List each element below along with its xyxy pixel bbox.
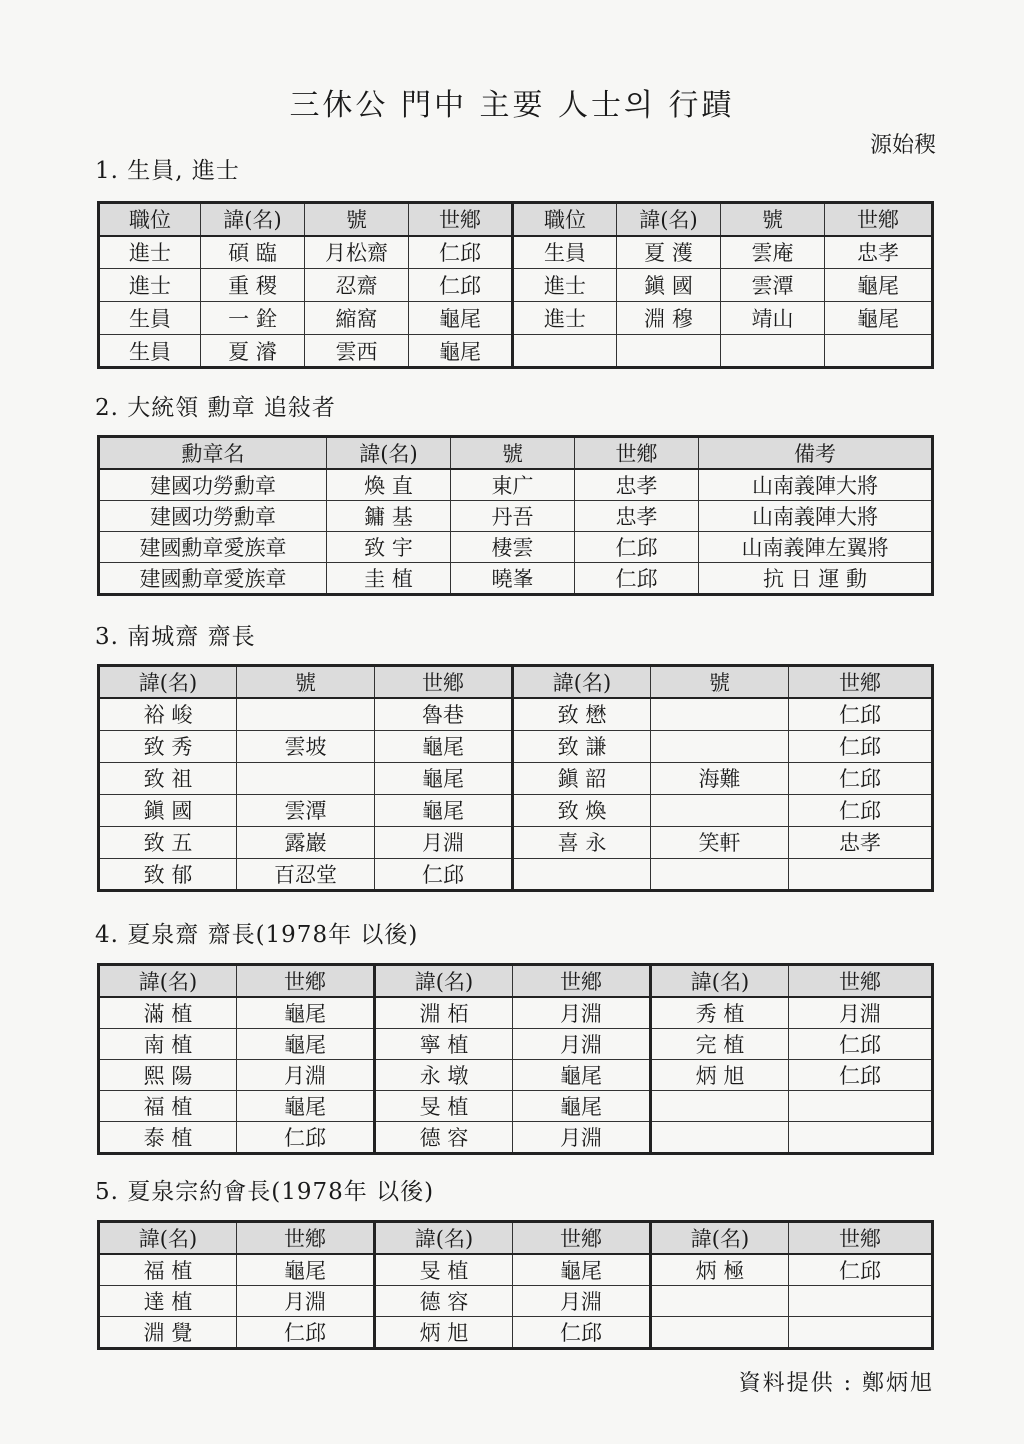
table-cell: 建國勳章愛族章 <box>99 563 327 595</box>
table-cell: 仁邱 <box>789 1029 933 1060</box>
header-cell: 號 <box>451 437 575 470</box>
table-cell: 雲庵 <box>721 236 825 269</box>
table-cell: 笑軒 <box>651 826 789 858</box>
table-cell: 忠孝 <box>789 826 933 858</box>
table-cell: 重 稷 <box>201 269 305 302</box>
section-2-table <box>97 435 934 596</box>
table-cell: 龜尾 <box>409 302 513 335</box>
table-cell: 碩 臨 <box>201 236 305 269</box>
table-row <box>99 1286 933 1317</box>
page-title: 三休公 門中 主要 人士의 行蹟 <box>289 88 735 123</box>
table-cell: 德 容 <box>375 1122 513 1154</box>
table-cell <box>789 1091 933 1122</box>
header-cell: 諱(名) <box>375 965 513 998</box>
table-cell: 丹吾 <box>451 501 575 532</box>
table-header-row <box>99 1222 933 1255</box>
table-cell: 淵 穆 <box>617 302 721 335</box>
table-cell: 生員 <box>99 302 201 335</box>
table-cell: 鎭 韶 <box>513 762 651 794</box>
table-cell: 龜尾 <box>237 997 375 1029</box>
table-cell: 鎭 國 <box>617 269 721 302</box>
table-cell <box>721 335 825 368</box>
table-cell: 完 植 <box>651 1029 789 1060</box>
header-cell: 號 <box>305 203 409 236</box>
header-cell: 諱(名) <box>99 1222 237 1255</box>
table-cell: 夏 濬 <box>201 335 305 368</box>
table-cell: 達 植 <box>99 1286 237 1317</box>
author-name: 源始稧 <box>869 133 936 158</box>
table-cell <box>789 858 933 890</box>
table-cell: 仁邱 <box>789 794 933 826</box>
table-cell: 仁邱 <box>575 563 699 595</box>
table-cell: 仁邱 <box>513 1317 651 1349</box>
table-cell: 雲潭 <box>237 794 375 826</box>
header-cell: 世鄕 <box>513 965 651 998</box>
header-cell: 號 <box>721 203 825 236</box>
table-header-row <box>99 666 933 699</box>
table-cell: 永 墩 <box>375 1060 513 1091</box>
table-cell: 生員 <box>99 335 201 368</box>
table-cell <box>237 698 375 730</box>
table-cell <box>789 1122 933 1154</box>
section-3-heading: 3. 南城齋 齋長 <box>95 624 256 650</box>
table-cell: 月淵 <box>789 997 933 1029</box>
table-cell: 致 宇 <box>327 532 451 563</box>
table-cell <box>513 335 617 368</box>
table-cell: 露巖 <box>237 826 375 858</box>
table-cell: 龜尾 <box>237 1254 375 1286</box>
table-cell: 龜尾 <box>513 1091 651 1122</box>
table-cell: 棲雲 <box>451 532 575 563</box>
table-cell: 仁邱 <box>789 1254 933 1286</box>
section-4-heading: 4. 夏泉齋 齋長(1978年 以後) <box>95 922 419 948</box>
table-cell: 致 五 <box>99 826 237 858</box>
header-cell: 世鄕 <box>789 1222 933 1255</box>
table-cell: 雲西 <box>305 335 409 368</box>
table-cell: 仁邱 <box>789 1060 933 1091</box>
table-cell: 鏞 基 <box>327 501 451 532</box>
table-cell: 忠孝 <box>575 501 699 532</box>
header-cell: 諱(名) <box>327 437 451 470</box>
header-cell: 諱(名) <box>617 203 721 236</box>
table-cell: 一 銓 <box>201 302 305 335</box>
table-cell <box>651 1317 789 1349</box>
table-cell <box>651 858 789 890</box>
table-cell <box>651 794 789 826</box>
section-1-heading: 1. 生員, 進士 <box>95 158 240 184</box>
table-cell <box>237 762 375 794</box>
table-cell: 仁邱 <box>575 532 699 563</box>
table-cell: 仁邱 <box>375 858 513 890</box>
table-row <box>99 501 933 532</box>
table-cell: 炳 旭 <box>651 1060 789 1091</box>
table-row <box>99 1254 933 1286</box>
section-1-table <box>97 201 934 369</box>
table-cell: 秀 植 <box>651 997 789 1029</box>
table-cell: 東广 <box>451 469 575 501</box>
table-cell: 建國功勞勳章 <box>99 501 327 532</box>
table-row <box>99 730 933 762</box>
header-cell: 號 <box>237 666 375 699</box>
table-cell: 忠孝 <box>825 236 933 269</box>
table-cell: 熙 陽 <box>99 1060 237 1091</box>
table-cell: 縮窩 <box>305 302 409 335</box>
table-header-row <box>99 965 933 998</box>
table-cell: 月淵 <box>237 1060 375 1091</box>
table-cell: 旻 植 <box>375 1254 513 1286</box>
header-cell: 號 <box>651 666 789 699</box>
table-cell: 月淵 <box>237 1286 375 1317</box>
table-cell: 忍齋 <box>305 269 409 302</box>
table-cell: 仁邱 <box>237 1122 375 1154</box>
table-cell: 致 謙 <box>513 730 651 762</box>
table-cell: 龜尾 <box>513 1060 651 1091</box>
table-cell: 南 植 <box>99 1029 237 1060</box>
table-cell: 仁邱 <box>789 698 933 730</box>
table-cell: 龜尾 <box>237 1029 375 1060</box>
section-5-heading: 5. 夏泉宗約會長(1978年 以後) <box>95 1179 435 1205</box>
header-cell: 世鄕 <box>825 203 933 236</box>
header-cell: 職位 <box>99 203 201 236</box>
table-row <box>99 1122 933 1154</box>
table-cell: 龜尾 <box>375 762 513 794</box>
table-row <box>99 762 933 794</box>
table-cell: 煥 直 <box>327 469 451 501</box>
table-cell: 山南義陣大將 <box>699 469 933 501</box>
table-cell: 夏 濩 <box>617 236 721 269</box>
table-cell: 淵 栢 <box>375 997 513 1029</box>
table-cell: 滿 植 <box>99 997 237 1029</box>
header-cell: 諱(名) <box>651 1222 789 1255</box>
table-row <box>99 269 933 302</box>
table-cell: 旻 植 <box>375 1091 513 1122</box>
table-row <box>99 563 933 595</box>
header-cell: 職位 <box>513 203 617 236</box>
table-cell: 致 懋 <box>513 698 651 730</box>
table-cell: 雲潭 <box>721 269 825 302</box>
header-cell: 世鄕 <box>237 1222 375 1255</box>
table-cell: 龜尾 <box>237 1091 375 1122</box>
header-cell: 備考 <box>699 437 933 470</box>
header-cell: 世鄕 <box>789 965 933 998</box>
table-row <box>99 302 933 335</box>
table-cell <box>825 335 933 368</box>
table-cell: 龜尾 <box>375 730 513 762</box>
table-cell: 德 容 <box>375 1286 513 1317</box>
header-cell: 諱(名) <box>99 965 237 998</box>
section-2-heading: 2. 大統領 勳章 追敍者 <box>95 395 336 421</box>
table-cell: 生員 <box>513 236 617 269</box>
source-credit: 資料提供 : 鄭炳旭 <box>738 1371 934 1396</box>
table-row <box>99 469 933 501</box>
header-cell: 世鄕 <box>375 666 513 699</box>
table-cell: 月松齋 <box>305 236 409 269</box>
table-cell <box>513 858 651 890</box>
table-cell: 仁邱 <box>237 1317 375 1349</box>
table-cell <box>617 335 721 368</box>
table-cell <box>789 1286 933 1317</box>
table-cell: 建國功勞勳章 <box>99 469 327 501</box>
table-cell: 鎭 國 <box>99 794 237 826</box>
table-cell: 仁邱 <box>409 269 513 302</box>
table-cell: 雲坡 <box>237 730 375 762</box>
table-header-row <box>99 437 933 470</box>
table-row <box>99 335 933 368</box>
table-cell: 月淵 <box>375 826 513 858</box>
table-cell: 百忍堂 <box>237 858 375 890</box>
table-cell: 致 秀 <box>99 730 237 762</box>
table-cell: 致 祖 <box>99 762 237 794</box>
table-cell: 福 植 <box>99 1091 237 1122</box>
table-cell: 山南義陣大將 <box>699 501 933 532</box>
table-cell: 致 郁 <box>99 858 237 890</box>
header-cell: 諱(名) <box>651 965 789 998</box>
table-cell: 龜尾 <box>375 794 513 826</box>
table-cell: 龜尾 <box>825 302 933 335</box>
table-cell: 裕 峻 <box>99 698 237 730</box>
table-cell: 龜尾 <box>513 1254 651 1286</box>
table-cell: 寧 植 <box>375 1029 513 1060</box>
table-row <box>99 236 933 269</box>
header-cell: 諱(名) <box>99 666 237 699</box>
header-cell: 世鄕 <box>575 437 699 470</box>
table-cell: 忠孝 <box>575 469 699 501</box>
header-cell: 世鄕 <box>409 203 513 236</box>
table-cell: 炳 極 <box>651 1254 789 1286</box>
table-cell: 山南義陣左翼將 <box>699 532 933 563</box>
table-row <box>99 1317 933 1349</box>
table-cell: 抗 日 運 動 <box>699 563 933 595</box>
table-cell: 月淵 <box>513 1122 651 1154</box>
table-cell: 月淵 <box>513 1286 651 1317</box>
table-cell: 魯巷 <box>375 698 513 730</box>
table-row <box>99 794 933 826</box>
section-3-table <box>97 664 934 892</box>
table-row <box>99 858 933 890</box>
table-cell <box>651 1122 789 1154</box>
table-cell <box>651 1091 789 1122</box>
table-cell: 建國勳章愛族章 <box>99 532 327 563</box>
table-cell: 進士 <box>513 302 617 335</box>
table-cell: 仁邱 <box>409 236 513 269</box>
header-cell: 世鄕 <box>237 965 375 998</box>
header-cell: 勳章名 <box>99 437 327 470</box>
header-cell: 世鄕 <box>789 666 933 699</box>
table-cell: 淵 覺 <box>99 1317 237 1349</box>
table-cell: 海難 <box>651 762 789 794</box>
table-header-row <box>99 203 933 236</box>
header-cell: 諱(名) <box>513 666 651 699</box>
table-cell: 炳 旭 <box>375 1317 513 1349</box>
table-row <box>99 1060 933 1091</box>
table-cell: 福 植 <box>99 1254 237 1286</box>
header-cell: 諱(名) <box>375 1222 513 1255</box>
table-cell <box>789 1317 933 1349</box>
table-cell: 龜尾 <box>409 335 513 368</box>
table-cell <box>651 730 789 762</box>
table-row <box>99 1029 933 1060</box>
section-4-table <box>97 963 934 1155</box>
section-5-table <box>97 1220 934 1350</box>
table-cell: 月淵 <box>513 997 651 1029</box>
table-cell <box>651 698 789 730</box>
table-cell: 進士 <box>99 236 201 269</box>
table-cell: 靖山 <box>721 302 825 335</box>
table-cell: 仁邱 <box>789 730 933 762</box>
table-cell: 進士 <box>513 269 617 302</box>
table-cell: 致 煥 <box>513 794 651 826</box>
table-row <box>99 997 933 1029</box>
table-cell: 圭 植 <box>327 563 451 595</box>
table-cell: 喜 永 <box>513 826 651 858</box>
table-cell: 曉峯 <box>451 563 575 595</box>
table-row <box>99 1091 933 1122</box>
table-cell: 仁邱 <box>789 762 933 794</box>
table-row <box>99 698 933 730</box>
table-cell <box>651 1286 789 1317</box>
header-cell: 諱(名) <box>201 203 305 236</box>
table-row <box>99 826 933 858</box>
table-row <box>99 532 933 563</box>
table-cell: 泰 植 <box>99 1122 237 1154</box>
table-cell: 龜尾 <box>825 269 933 302</box>
table-cell: 月淵 <box>513 1029 651 1060</box>
table-cell: 進士 <box>99 269 201 302</box>
header-cell: 世鄕 <box>513 1222 651 1255</box>
